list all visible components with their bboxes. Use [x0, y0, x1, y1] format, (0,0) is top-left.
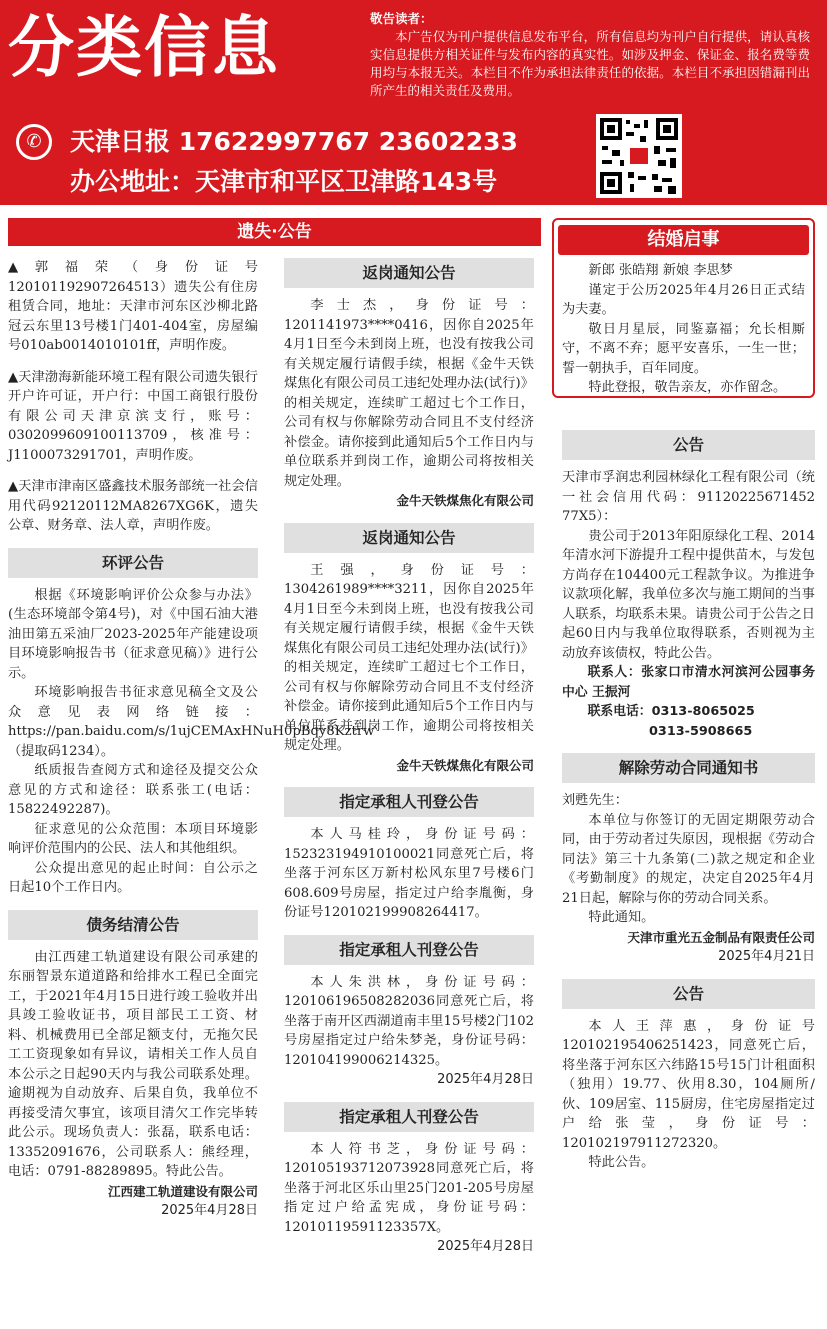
return-notice-title: 返岗通知公告 [284, 523, 534, 553]
section-lost-header: 遗失·公告 [8, 218, 541, 246]
env-paragraph: 纸质报告查阅方式和途径及提交公众意见的方式和途径：联系张工(电话：15822492287)。 [8, 763, 258, 817]
notice-title: 敬告读者： [370, 11, 433, 26]
debt-signature: 江西建工轨道建设有限公司 [107, 1183, 258, 1199]
announcement-closing: 特此公告。 [588, 1155, 655, 1170]
return-notice-signature: 金牛天铁煤焦化有限公司 [396, 493, 534, 508]
announcement-contact: 联系人：张家口市清水河滨河公园事务中心 王振河 [562, 665, 815, 700]
wedding-announcement [552, 218, 815, 398]
announcement-phone: 联系电话：0313-8065025 [587, 704, 755, 719]
wedding-paragraph: 敬日月星辰，同鉴嘉福；允长相厮守，不离不弃；愿平安喜乐，一生一世；誓一朝执手，百年同度。 [562, 321, 805, 376]
tenant-notice-title: 指定承租人刊登公告 [284, 787, 534, 817]
wedding-paragraph: 特此登报，敬告亲友，亦作留念。 [588, 380, 787, 395]
announcement-phone: 0313-5908665 [649, 723, 753, 739]
announcement-title: 公告 [562, 430, 815, 460]
lost-item: ▲天津市津南区盛鑫技术服务部统一社会信用代码92120112MA8267XG6K，遗失公章、财务章、法人章，声明作废。 [8, 479, 258, 533]
brand-title: 分类信息 [8, 9, 280, 86]
notice-text: 本广告仅为刊户提供信息发布平台，所有信息均为刊户自行提供，请认真核实信息提供方相关证件与发布内容的真实性。如涉及押金、保证金、报名费等费用均与本报无关。本栏目不作为承担法律责任的依据。本栏目不承担因错漏刊出所产生的相关责任及费用。 [370, 29, 810, 98]
tenant-notice-title: 指定承租人刊登公告 [284, 1102, 534, 1132]
announcement-title: 公告 [562, 979, 815, 1009]
contact-phone-line: 天津日报 17622997767 23602233 [70, 127, 518, 156]
column-middle [284, 258, 534, 1257]
column-left [8, 258, 375, 1221]
lost-item: ▲郭福荣（身份证号120101192907264513）遗失公有住房租赁合同，地址：天津市河东区沙柳北路冠云东里13号楼1门401-404室，房屋编号010ab0014010101ff，声明作废。 [8, 260, 258, 353]
env-paragraph: 根据《环境影响评价公众参与办法》(生态环境部令第4号)，对《中国石油大港油田第五采油厂2023-2025年产能建设项目环境影响报告书（征求意见稿）》进行公示。 [8, 587, 258, 681]
phone-icon: ✆ [16, 124, 52, 160]
tenant-notice-text: 本人马桂玲，身份证号码：152323194910100021同意死亡后，将坐落于河东区万新村松风东里7号楼6门608.609号房屋，指定过户给李胤衡，身份证号120102199908264417。 [284, 827, 534, 920]
header-banner [0, 0, 827, 205]
wedding-names: 新郎 张皓翔 新娘 李思梦 [588, 263, 733, 278]
tenant-notice-title: 指定承租人刊登公告 [284, 935, 534, 965]
return-notice-text: 李士杰，身份证号：1201141973****0416，因你自2025年4月1日至今未到岗上班，也没有按我公司有关规定履行请假手续，根据《金牛天铁煤焦化有限公司员工违纪处理办法(试行)》的相关规定，连续旷工超过七个工作日，公司有权与你解除劳动合同且不支付经济补偿金。请你接到此通知后5个工作日内与单位联系并到岗工作，逾期公司将按相关规定处理。 [284, 298, 534, 489]
termination-date: 2025年4月21日 [718, 949, 815, 964]
env-notice-title: 环评公告 [8, 548, 258, 578]
termination-closing: 特此通知。 [588, 910, 655, 925]
termination-signature: 天津市重光五金制品有限责任公司 [627, 929, 815, 945]
wedding-title: 结婚启事 [558, 225, 809, 255]
termination-recipient: 刘甦先生： [562, 793, 628, 808]
env-paragraph: 环境影响报告书征求意见稿全文及公众意见表网络链接：https://pan.baidu.com/s/1ujCEMAxHNuH0pBqy8Kztrw（提取码1234）。 [8, 685, 375, 759]
return-notice-signature: 金牛天铁煤焦化有限公司 [396, 757, 534, 773]
office-address: 办公地址：天津市和平区卫津路143号 [70, 167, 498, 196]
return-notice-text: 王强，身份证号：1304261989****3211，因你自2025年4月1日至今未到岗上班，也没有按我公司有关规定履行请假手续，根据《金牛天铁煤焦化有限公司员工违纪处理办法(试行)》的相关规定，连续旷工超过七个工作日，公司有权与你解除劳动合同且不支付经济补偿金。请你接到此通知后5个工作日内与单位联系并到岗工作，逾期公司将按相关规定处理。 [284, 562, 534, 753]
env-paragraph: 公众提出意见的起止时间：自公示之日起10个工作日内。 [8, 860, 258, 895]
debt-notice-title: 债务结清公告 [8, 910, 258, 940]
announcement-text: 本人王萍惠，身份证号120102195406251423，同意死亡后，将坐落于河东区六纬路15号15门计租面积（独用）19.77、伙用8.30，104厕所/伙、109居室、115厨房，住宅房屋指定过户给张莹，身份证号：120102197911272320。 [562, 1018, 815, 1151]
wedding-paragraph: 谨定于公历2025年4月26日正式结为夫妻。 [562, 282, 805, 317]
tenant-notice-date: 2025年4月28日 [437, 1239, 534, 1254]
debt-paragraph: 由江西建工轨道建设有限公司承建的东丽智景东道道路和给排水工程已全面完工，于2021年4月15日进行竣工验收并出具竣工验收证书，项目部民工工资、材料、机械费用已全部足额支付，无拖欠民工工资现象如有异议，请相关工作人员自本公示之日起90天内与我公司联系处理。逾期视为自动放弃、后果自负，我单位不再接受清欠事宜，该项目清欠工作完毕转此公示。现场负责人：张磊，联系电话：13352091676，公司联系人：熊经理，电话：0791-88289895。特此公告。 [8, 949, 258, 1179]
debt-date: 2025年4月28日 [161, 1203, 258, 1218]
tenant-notice-text: 本人朱洪林，身份证号码：120106196508282036同意死亡后，将坐落于南开区西湖道南丰里15号楼2门102号房屋指定过户给朱梦尧，身份证号码：120104199006214325。 [284, 974, 534, 1068]
tenant-notice-date: 2025年4月28日 [437, 1072, 534, 1087]
termination-text: 本单位与你签订的无固定期限劳动合同，由于劳动者过失原因，现根据《劳动合同法》第三十九条第(二)款之规定和企业《考勤制度》的规定，决定自2025年4月21日起，解除与你的劳动合同关系。 [562, 812, 815, 906]
termination-notice-title: 解除劳动合同通知书 [562, 753, 815, 783]
reader-notice [370, 10, 810, 100]
lost-item: ▲天津渤海新能环境工程有限公司遗失银行开户许可证，开户行：中国工商银行股份有限公司天津京滨支行，账号：0302099609100113709，核准号：J1100073291701，声明作废。 [8, 369, 258, 463]
announcement-text: 贵公司于2013年阳原绿化工程、2014年清水河下游提升工程中提供苗木，与发包方尚存在104400元工程款争议。为推进争议款项化解，我单位多次与施工期间的当事人联系，均联系未果。请贵公司于公告之日起60日内与我单位取得联系，否则视为主动放弃该债权，特此公告。 [562, 528, 815, 661]
announcement-recipient: 天津市孚润忠利园林绿化工程有限公司（统一社会信用代码：91120225671452​77X5）： [562, 470, 815, 524]
return-notice-title: 返岗通知公告 [284, 258, 534, 288]
column-right [562, 430, 815, 1173]
env-paragraph: 征求意见的公众范围：本项目环境影响评价范围内的公民、法人和其他组织。 [8, 821, 258, 856]
qr-code-icon [596, 114, 682, 198]
tenant-notice-text: 本人符书芝，身份证号码：120105193712073928同意死亡后，将坐落于河北区乐山里25门201-205号房屋指定过户给孟宪成，身份证号码：12010119591123357X。 [284, 1141, 534, 1235]
